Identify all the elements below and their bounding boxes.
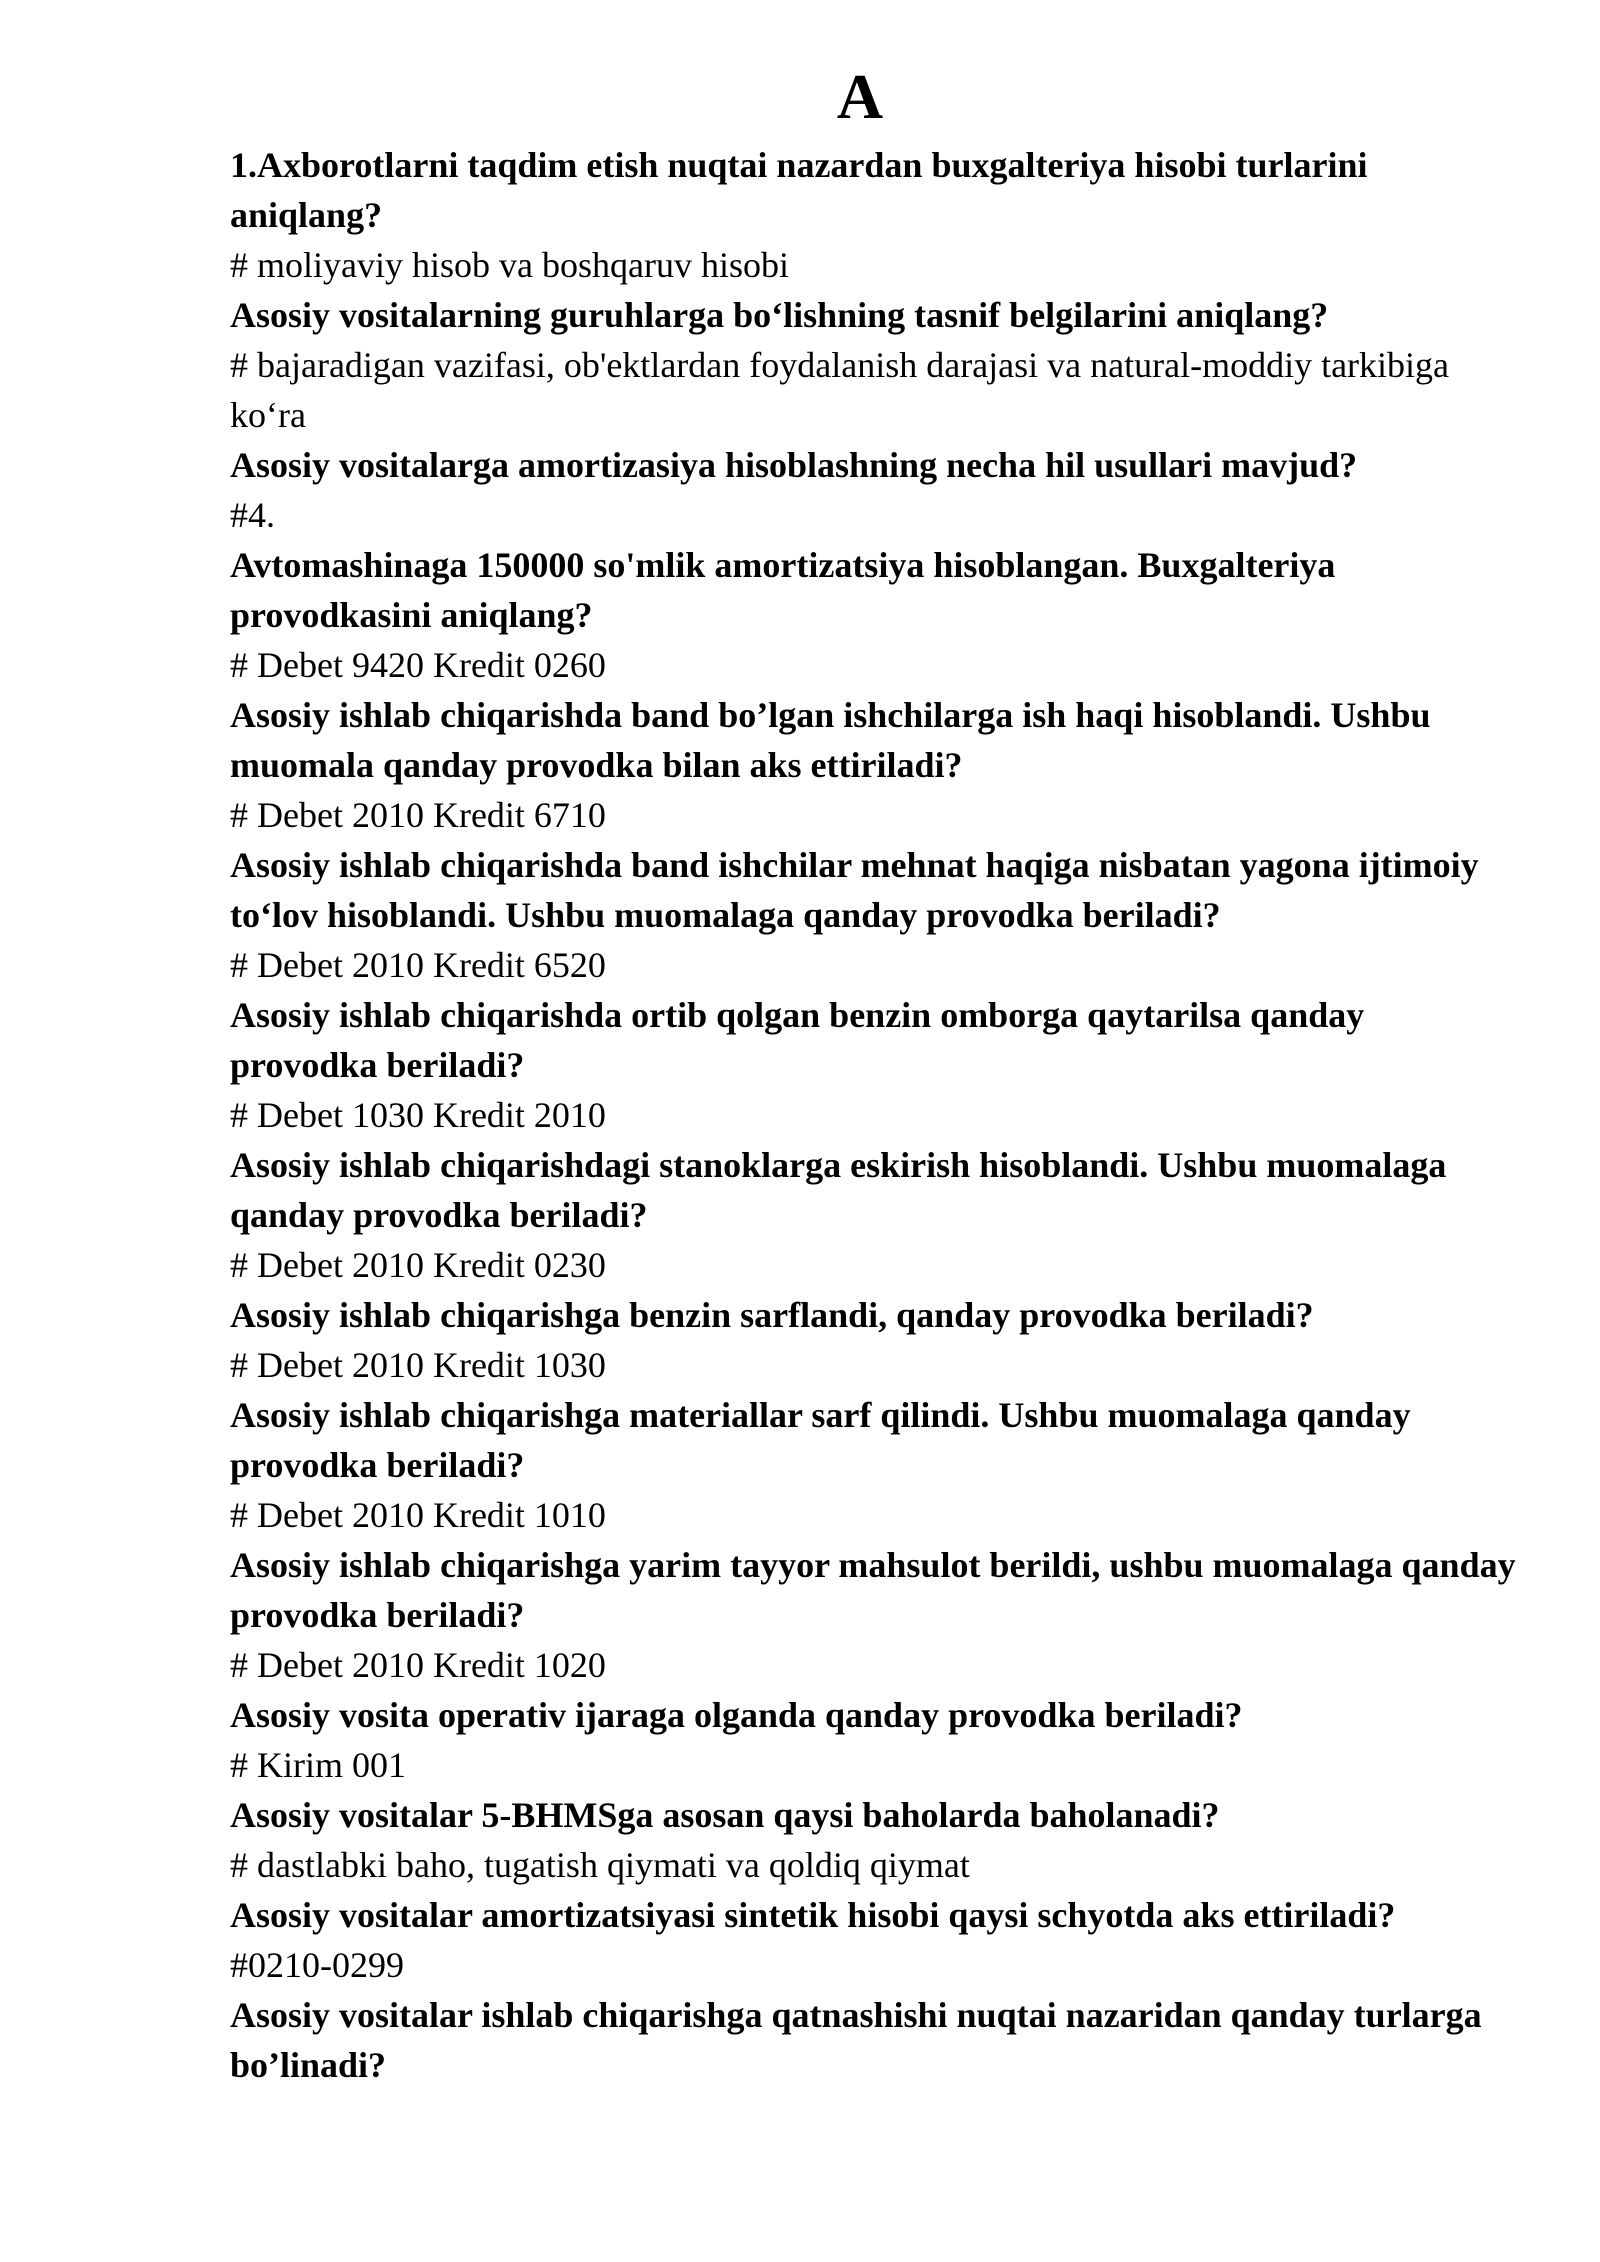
answer-text: # dastlabki baho, tugatish qiymati va qoldiq qiymat bbox=[230, 1845, 970, 1885]
answer-text: # Debet 2010 Kredit 1020 bbox=[230, 1645, 606, 1685]
page-heading: A bbox=[836, 61, 884, 132]
answer-text: # Kirim 001 bbox=[230, 1745, 406, 1785]
question-text: Asosiy ishlab chiqarishda band ishchilar mehnat haqiga nisbatan yagona ijtimoiy to‘lov hisoblandi. Ushbu muomalaga qanday provodka beriladi? bbox=[230, 845, 1479, 935]
qa-item bbox=[230, 440, 1520, 540]
question-text: Asosiy ishlab chiqarishdagi stanoklarga eskirish hisoblandi. Ushbu muomalaga qanday provodka beriladi? bbox=[230, 1145, 1447, 1235]
question-text: Asosiy ishlab chiqarishga yarim tayyor mahsulot berildi, ushbu muomalaga qanday provodka beriladi? bbox=[230, 1545, 1516, 1635]
qa-item bbox=[230, 1990, 1520, 2090]
question-text: Asosiy ishlab chiqarishga materiallar sarf qilindi. Ushbu muomalaga qanday provodka beriladi? bbox=[230, 1395, 1411, 1485]
question-text: Asosiy vositalar 5-BHMSga asosan qaysi baholarda baholanadi? bbox=[230, 1795, 1220, 1835]
qa-item bbox=[230, 140, 1520, 290]
answer-text: # Debet 9420 Kredit 0260 bbox=[230, 645, 606, 685]
qa-item bbox=[230, 1390, 1520, 1540]
question-text: Asosiy vositalar ishlab chiqarishga qatnashishi nuqtai nazaridan qanday turlarga bo’linadi? bbox=[230, 1995, 1482, 2085]
answer-text: # Debet 2010 Kredit 1030 bbox=[230, 1345, 606, 1385]
question-text: Asosiy ishlab chiqarishda band bo’lgan ishchilarga ish haqi hisoblandi. Ushbu muomala qanday provodka bilan aks ettiriladi? bbox=[230, 695, 1431, 785]
question-text: Asosiy vositalar amortizatsiyasi sintetik hisobi qaysi schyotda aks ettiriladi? bbox=[230, 1895, 1396, 1935]
qa-item bbox=[230, 990, 1520, 1140]
qa-item bbox=[230, 1890, 1520, 1990]
qa-item bbox=[230, 840, 1520, 990]
answer-text: # bajaradigan vazifasi, ob'ektlardan foydalanish darajasi va natural-moddiy tarkibiga ko‘ra bbox=[230, 345, 1450, 435]
answer-text: #4. bbox=[230, 495, 275, 535]
answer-text: #0210-0299 bbox=[230, 1945, 404, 1985]
answer-text: # moliyaviy hisob va boshqaruv hisobi bbox=[230, 245, 789, 285]
question-text: Avtomashinaga 150000 so'mlik amortizatsiya hisoblangan. Buxgalteriya provodkasini aniqlang? bbox=[230, 545, 1336, 635]
qa-item bbox=[230, 540, 1520, 690]
qa-list bbox=[230, 140, 1520, 2090]
question-text: Asosiy ishlab chiqarishga benzin sarflandi, qanday provodka beriladi? bbox=[230, 1295, 1314, 1335]
qa-item bbox=[230, 690, 1520, 840]
question-text: Asosiy vositalarga amortizasiya hisoblashning necha hil usullari mavjud? bbox=[230, 445, 1358, 485]
question-text: Asosiy ishlab chiqarishda ortib qolgan benzin omborga qaytarilsa qanday provodka beriladi? bbox=[230, 995, 1365, 1085]
qa-item bbox=[230, 1690, 1520, 1790]
answer-text: # Debet 1030 Kredit 2010 bbox=[230, 1095, 606, 1135]
answer-text: # Debet 2010 Kredit 0230 bbox=[230, 1245, 606, 1285]
qa-item bbox=[230, 1790, 1520, 1890]
question-text: Asosiy vositalarning guruhlarga bo‘lishning tasnif belgilarini aniqlang? bbox=[230, 295, 1329, 335]
question-text: 1.Axborotlarni taqdim etish nuqtai nazardan buxgalteriya hisobi turlarini aniqlang? bbox=[230, 145, 1368, 235]
answer-text: # Debet 2010 Kredit 1010 bbox=[230, 1495, 606, 1535]
answer-text: # Debet 2010 Kredit 6520 bbox=[230, 945, 606, 985]
qa-item bbox=[230, 290, 1520, 440]
answer-text: # Debet 2010 Kredit 6710 bbox=[230, 795, 606, 835]
qa-item bbox=[230, 1290, 1520, 1390]
qa-item bbox=[230, 1540, 1520, 1690]
question-text: Asosiy vosita operativ ijaraga olganda qanday provodka beriladi? bbox=[230, 1695, 1243, 1735]
qa-item bbox=[230, 1140, 1520, 1290]
